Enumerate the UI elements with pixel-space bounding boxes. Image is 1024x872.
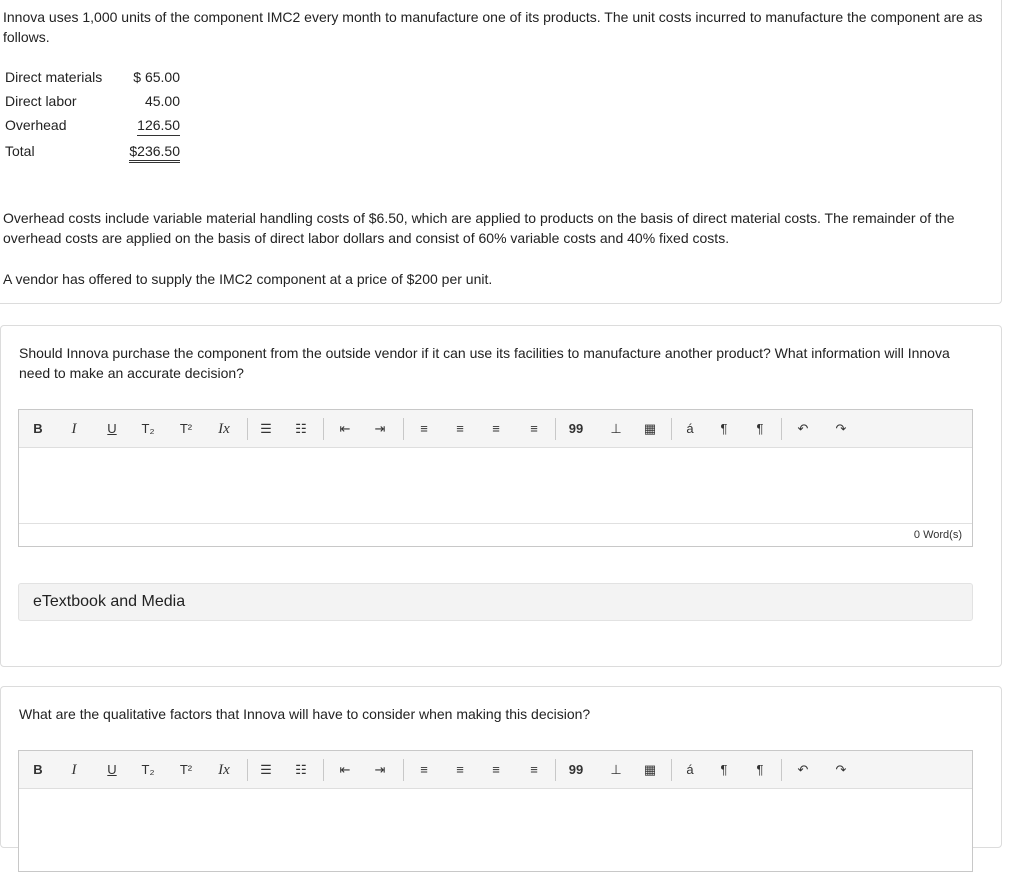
question-card-2 xyxy=(0,686,1002,848)
intro-paragraph: Innova uses 1,000 units of the component IMC2 every month to manufacture one of its products. The unit costs incurred to manufacture the component are as follows. xyxy=(3,9,983,45)
toolbar-separator xyxy=(247,759,248,781)
cost-value: 126.50 xyxy=(137,117,180,136)
answer-textarea[interactable] xyxy=(19,448,972,523)
subscript-button[interactable]: T₂ xyxy=(141,421,155,436)
rich-text-editor xyxy=(18,409,973,547)
horizontal-rule-button[interactable]: ⊥ xyxy=(610,762,622,777)
align-center-button[interactable]: ≡ xyxy=(456,762,464,777)
redo-button[interactable]: ↷ xyxy=(835,762,847,777)
problem-card xyxy=(0,0,1002,304)
rtl-button[interactable]: ¶ xyxy=(756,762,764,777)
table-button[interactable]: ▦ xyxy=(643,421,657,436)
indent-button[interactable]: ⇥ xyxy=(374,762,386,777)
editor-toolbar xyxy=(19,410,972,448)
horizontal-rule-button[interactable]: ⊥ xyxy=(610,421,622,436)
bulleted-list-button[interactable]: ☰ xyxy=(260,421,272,436)
superscript-button[interactable]: T² xyxy=(179,421,193,436)
cost-total-value: $236.50 xyxy=(129,143,180,163)
toolbar-separator xyxy=(247,418,248,440)
cost-value: $ 65.00 xyxy=(133,69,180,85)
toolbar-separator xyxy=(671,418,672,440)
numbered-list-button[interactable]: ☷ xyxy=(295,762,307,777)
toolbar-separator xyxy=(555,759,556,781)
table-button[interactable]: ▦ xyxy=(643,762,657,777)
question-card-1 xyxy=(0,325,1002,667)
superscript-button[interactable]: T² xyxy=(179,762,193,777)
rich-text-editor xyxy=(18,750,973,872)
toolbar-separator xyxy=(781,759,782,781)
overhead-paragraph: Overhead costs include variable material handling costs of $6.50, which are applied to products on the basis of direct material costs. The remainder of the overhead costs are applied on the basis of direct labor dollars and consist of 60% variable costs and 40% fixed costs. xyxy=(3,210,955,246)
blockquote-button[interactable]: 99 xyxy=(568,421,584,436)
blockquote-button[interactable]: 99 xyxy=(568,762,584,777)
word-count: 0 Word(s) xyxy=(913,529,962,541)
cost-row xyxy=(5,93,180,115)
outdent-button[interactable]: ⇤ xyxy=(339,421,351,436)
answer-textarea[interactable] xyxy=(19,789,972,864)
editor-toolbar xyxy=(19,751,972,789)
toolbar-separator xyxy=(323,418,324,440)
question-text: Should Innova purchase the component from the outside vendor if it can use its facilities to manufacture another product? What information will Innova need to make an accurate decision? xyxy=(19,345,950,381)
bold-button[interactable]: B xyxy=(33,421,43,436)
cost-row xyxy=(5,117,180,139)
numbered-list-button[interactable]: ☷ xyxy=(295,421,307,436)
bulleted-list-button[interactable]: ☰ xyxy=(260,762,272,777)
editor-status-bar xyxy=(19,523,972,546)
align-right-button[interactable]: ≡ xyxy=(492,762,500,777)
align-center-button[interactable]: ≡ xyxy=(456,421,464,436)
cost-label: Total xyxy=(5,143,35,159)
cost-label: Direct materials xyxy=(5,69,103,85)
etextbook-media-button[interactable] xyxy=(18,583,973,621)
align-right-button[interactable]: ≡ xyxy=(492,421,500,436)
toolbar-separator xyxy=(781,418,782,440)
special-char-button[interactable]: á xyxy=(686,762,694,777)
undo-button[interactable]: ↶ xyxy=(797,762,809,777)
ltr-button[interactable]: ¶ xyxy=(720,421,728,436)
undo-button[interactable]: ↶ xyxy=(797,421,809,436)
rtl-button[interactable]: ¶ xyxy=(756,421,764,436)
cost-label: Direct labor xyxy=(5,93,77,109)
italic-button[interactable]: I xyxy=(71,421,77,437)
underline-button[interactable]: U xyxy=(107,421,117,436)
toolbar-separator xyxy=(323,759,324,781)
question-text: What are the qualitative factors that Innova will have to consider when making this decision? xyxy=(19,706,591,722)
clear-format-button[interactable]: Ix xyxy=(218,762,230,778)
toolbar-separator xyxy=(403,418,404,440)
cost-row xyxy=(5,69,180,91)
outdent-button[interactable]: ⇤ xyxy=(339,762,351,777)
indent-button[interactable]: ⇥ xyxy=(374,421,386,436)
toolbar-separator xyxy=(403,759,404,781)
cost-row xyxy=(5,143,180,165)
align-left-button[interactable]: ≡ xyxy=(420,762,428,777)
etextbook-media-label: eTextbook and Media xyxy=(33,593,186,610)
justify-button[interactable]: ≡ xyxy=(530,421,538,436)
subscript-button[interactable]: T₂ xyxy=(141,762,155,777)
justify-button[interactable]: ≡ xyxy=(530,762,538,777)
ltr-button[interactable]: ¶ xyxy=(720,762,728,777)
special-char-button[interactable]: á xyxy=(686,421,694,436)
clear-format-button[interactable]: Ix xyxy=(218,421,230,437)
underline-button[interactable]: U xyxy=(107,762,117,777)
cost-label: Overhead xyxy=(5,117,67,133)
cost-value: 45.00 xyxy=(144,93,180,109)
toolbar-separator xyxy=(671,759,672,781)
vendor-paragraph: A vendor has offered to supply the IMC2 component at a price of $200 per unit. xyxy=(3,271,493,287)
redo-button[interactable]: ↷ xyxy=(835,421,847,436)
italic-button[interactable]: I xyxy=(71,762,77,778)
bold-button[interactable]: B xyxy=(33,762,43,777)
toolbar-separator xyxy=(555,418,556,440)
align-left-button[interactable]: ≡ xyxy=(420,421,428,436)
